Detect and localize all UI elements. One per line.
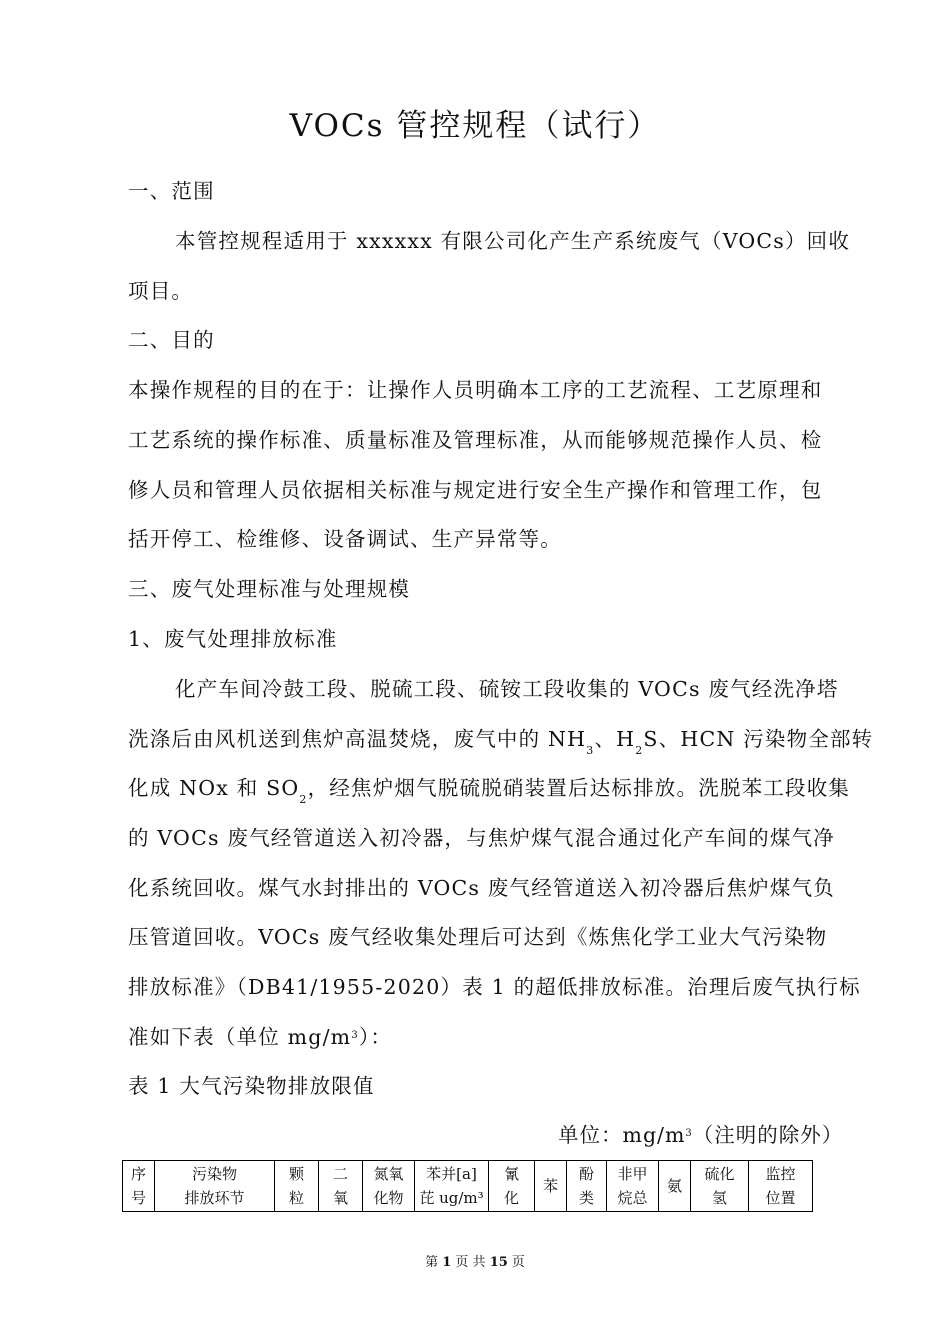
header-cell: 氮氧 化物 [363, 1161, 415, 1212]
scope-text-line-1: 本管控规程适用于 xxxxxx 有限公司化产生产系统废气（VOCs）回收 [175, 229, 851, 253]
header-cell: 氨 [659, 1161, 691, 1212]
page-footer: 第 1 页 共 15 页 [425, 1255, 525, 1270]
header-cell: 监控 位置 [749, 1161, 813, 1212]
header-cell: 二 氧 [319, 1161, 363, 1212]
header-cell: 污染物 排放环节 [155, 1161, 275, 1212]
header-cell: 非甲 烷总 [607, 1161, 659, 1212]
paragraph-line-4: 的 VOCs 废气经管道送入初冷器，与焦炉煤气混合通过化产车间的煤气净 [128, 826, 835, 850]
purpose-text-line-2: 工艺系统的操作标准、质量标准及管理标准，从而能够规范操作人员、检 [128, 428, 823, 452]
scope-text-line-2: 项目。 [128, 279, 194, 303]
sub-heading: 1、废气处理排放标准 [128, 627, 338, 651]
table-header-row [123, 1161, 813, 1212]
header-cell: 酚 类 [567, 1161, 607, 1212]
header-cell: 颗 粒 [275, 1161, 319, 1212]
header-cell: 苯并[a] 芘 ug/m³ [415, 1161, 489, 1212]
paragraph-line-7: 排放标准》（DB41/1955-2020）表 1 的超低排放标准。治理后废气执行标 [128, 975, 861, 999]
header-cell: 硫化 氢 [691, 1161, 749, 1212]
purpose-text-line-3: 修人员和管理人员依据相关标准与规定进行安全生产操作和管理工作，包 [128, 478, 823, 502]
paragraph-line-1: 化产车间冷鼓工段、脱硫工段、硫铵工段收集的 VOCs 废气经洗净塔 [175, 677, 839, 701]
paragraph-line-3: 化成 NOx 和 $SO_2$，经焦炉烟气脱硫脱硝装置后达标排放。洗脱苯工段收集 [128, 776, 851, 806]
scope-heading: 一、范围 [128, 179, 215, 203]
emission-limits-table [122, 1160, 813, 1212]
page-title: VOCs 管控规程（试行） [289, 108, 661, 144]
purpose-text-line-1: 本操作规程的目的在于：让操作人员明确本工序的工艺流程、工艺原理和 [128, 378, 823, 402]
table-caption: 表 1 大气污染物排放限值 [128, 1074, 375, 1098]
standard-heading: 三、废气处理标准与处理规模 [128, 577, 411, 601]
paragraph-line-5: 化系统回收。煤气水封排出的 VOCs 废气经管道送入初冷器后焦炉煤气负 [128, 876, 835, 900]
paragraph-line-6: 压管道回收。VOCs 废气经收集处理后可达到《炼焦化学工业大气污染物 [128, 925, 828, 949]
purpose-text-line-4: 括开停工、检维修、设备调试、生产异常等。 [128, 527, 562, 551]
purpose-heading: 二、目的 [128, 328, 215, 352]
unit-note: 单位：$mg/m^3$（注明的除外） [558, 1123, 844, 1147]
header-cell: 苯 [535, 1161, 567, 1212]
paragraph-line-8: 准如下表（单位 $mg/m^3$）： [128, 1025, 393, 1049]
header-cell: 氰 化 [489, 1161, 535, 1212]
header-cell: 序 号 [123, 1161, 155, 1212]
paragraph-line-2: 洗涤后由风机送到焦炉高温焚烧，废气中的 $NH_3$、$H_2S$、HCN 污染物全部转 [128, 727, 874, 757]
